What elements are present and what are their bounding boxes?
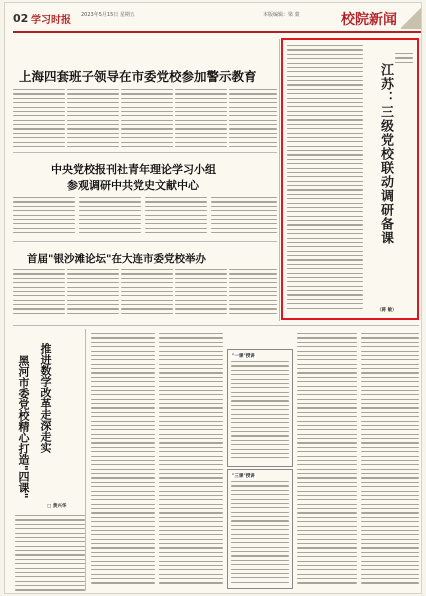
article-3-column bbox=[121, 269, 173, 319]
lower-article-column bbox=[361, 333, 419, 591]
feature-headline: 江苏：三级党校联动调研备课 bbox=[378, 63, 393, 245]
column-rule bbox=[85, 329, 86, 591]
article-2-column bbox=[13, 197, 75, 237]
article-2-column bbox=[145, 197, 207, 237]
sidebar-box-2-body bbox=[231, 481, 289, 585]
article-3-column bbox=[67, 269, 119, 319]
article-2-column bbox=[79, 197, 141, 237]
edition-line: 本版编辑：梁 蒙 bbox=[263, 12, 300, 18]
headline-2a: 中央党校报刊社青年理论学习小组 bbox=[51, 163, 216, 176]
section-title: 校院新闻 bbox=[341, 12, 397, 28]
newspaper-page bbox=[4, 2, 422, 594]
sidebar-box-1-body bbox=[231, 361, 289, 463]
sidebar-box-2-label: "三课"授讲 bbox=[232, 474, 255, 479]
headline-1: 上海四套班子领导在市委党校参加警示教育 bbox=[19, 69, 257, 84]
article-3-column bbox=[175, 269, 227, 319]
page-number: 02 bbox=[13, 12, 29, 25]
lower-article-column bbox=[15, 515, 85, 593]
column-title-b: 推进数学改革走深走实 bbox=[39, 343, 52, 453]
article-3-column bbox=[13, 269, 65, 319]
sidebar-box-1-label: "一课"授讲 bbox=[232, 354, 255, 359]
lower-article-column bbox=[297, 333, 357, 591]
page-curl-icon bbox=[401, 7, 421, 29]
divider bbox=[13, 152, 277, 153]
article-1-column bbox=[13, 89, 65, 149]
byline-a: □ 黄兴华 bbox=[47, 504, 67, 509]
column-title-a: 黑河市委党校精心打造"四课" bbox=[17, 355, 30, 499]
article-1-column bbox=[67, 89, 119, 149]
feature-side-text bbox=[395, 53, 413, 73]
article-2-column bbox=[211, 197, 277, 237]
feature-end-mark: （蒋 敏） bbox=[377, 308, 397, 313]
date-line: 2023年5月15日 星期五 bbox=[81, 12, 135, 18]
page-header bbox=[13, 7, 421, 33]
article-1-column bbox=[121, 89, 173, 149]
lower-article-column bbox=[91, 333, 155, 591]
article-1-column bbox=[229, 89, 277, 149]
article-1-column bbox=[175, 89, 227, 149]
paper-logo: 学习时报 bbox=[31, 15, 71, 26]
article-3-column bbox=[229, 269, 277, 319]
lower-article-column bbox=[159, 333, 223, 591]
divider bbox=[13, 325, 419, 326]
column-rule bbox=[279, 39, 280, 321]
feature-article-body bbox=[287, 45, 363, 315]
headline-2b: 参观调研中共党史文献中心 bbox=[67, 179, 199, 192]
headline-3: 首届"银沙滩论坛"在大连市委党校举办 bbox=[27, 253, 206, 265]
divider bbox=[13, 241, 277, 242]
